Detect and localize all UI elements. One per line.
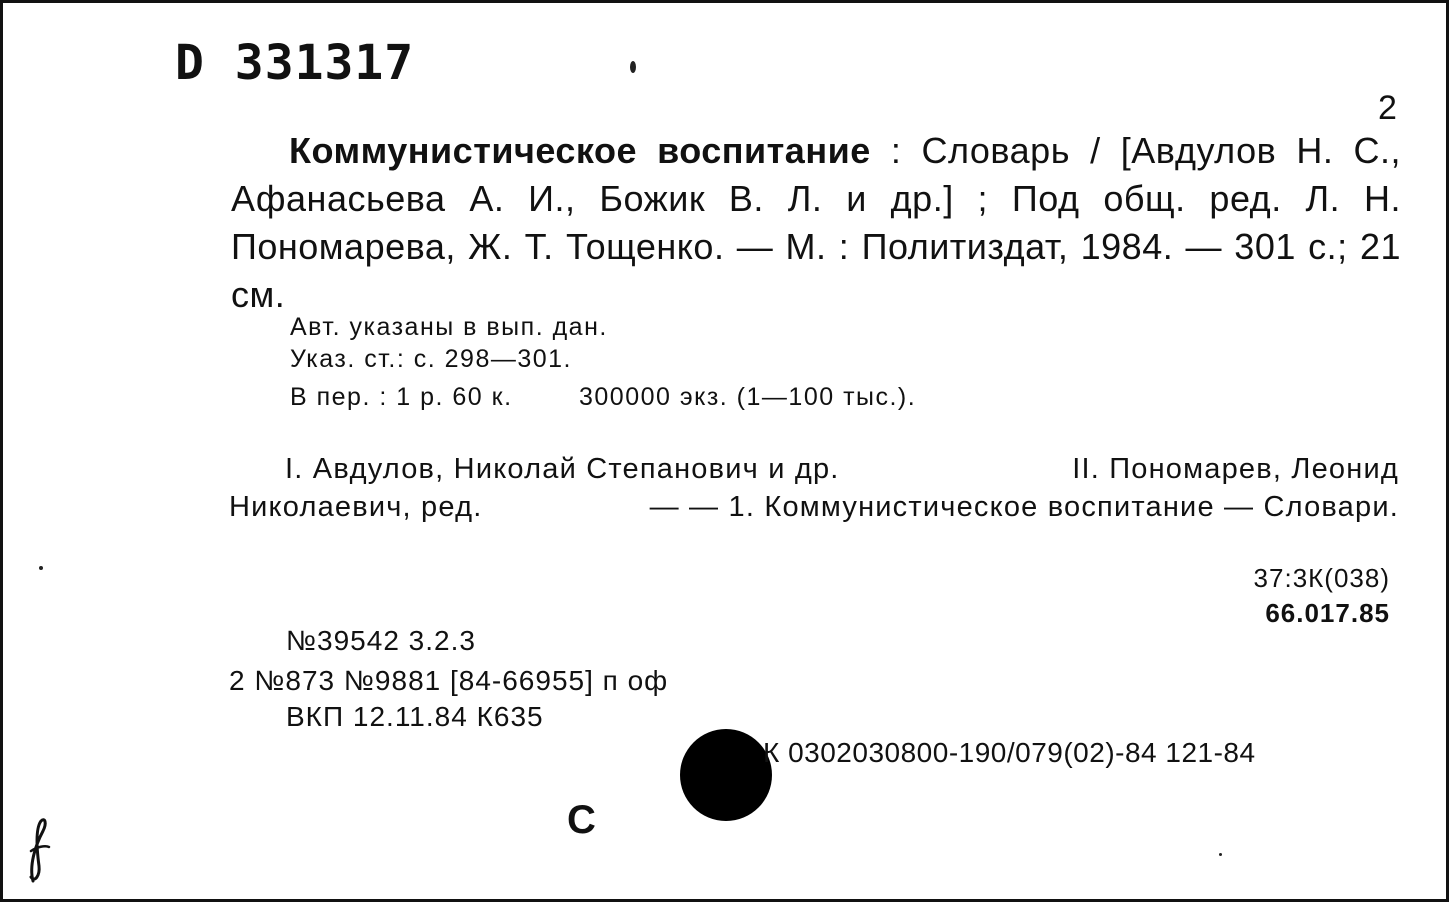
tracing-line-2 bbox=[229, 491, 1399, 524]
tracing-author: I. Авдулов, Николай Степанович и др. bbox=[285, 453, 840, 485]
authors-note: Авт. указаны в вып. дан. bbox=[290, 313, 608, 341]
filing-letter: С bbox=[567, 798, 596, 842]
entry-description: : Словарь / [Авдулов Н. С., Афанасьева А. И., Божик В. Л. и др.] ; Под общ. ред. Л. Н. Пономарева, Ж. Т. Тощенко. — М. : Политиздат, 1984. — 301 с.; 21 см. bbox=[231, 130, 1401, 315]
ink-speck bbox=[630, 61, 636, 73]
punch-hole bbox=[680, 729, 772, 821]
tracing-line-1 bbox=[285, 453, 1399, 486]
book-title: Коммунистическое воспитание bbox=[289, 130, 871, 171]
udc-index: 37:3К(038) bbox=[1253, 563, 1390, 593]
price-edition-note bbox=[290, 383, 916, 412]
copy-count: 2 bbox=[1378, 89, 1397, 127]
tracing-editor-cont: Николаевич, ред. bbox=[229, 491, 483, 523]
tracing-editor: II. Пономарев, Леонид bbox=[1072, 453, 1399, 485]
print-run: 300000 экз. (1—100 тыс.). bbox=[578, 383, 917, 411]
price: В пер. : 1 р. 60 к. bbox=[290, 383, 513, 411]
tracing-subject: — — 1. Коммунистическое воспитание — Словари. bbox=[649, 491, 1399, 523]
bibliographic-entry bbox=[231, 127, 1401, 319]
registration-line-2: 2 №873 №9881 [84-66955] п оф bbox=[229, 665, 669, 696]
ink-speck bbox=[39, 566, 43, 570]
card-number: D 331317 bbox=[175, 35, 415, 91]
registration-line-1: №39542 3.2.3 bbox=[286, 625, 476, 656]
index-note: Указ. ст.: с. 298—301. bbox=[290, 345, 572, 373]
catalog-code: К 0302030800-190/079(02)-84 121-84 bbox=[763, 737, 1256, 768]
bbk-index: 66.017.85 bbox=[1265, 598, 1390, 628]
ink-speck bbox=[1219, 853, 1222, 856]
registration-line-3: ВКП 12.11.84 К635 bbox=[286, 701, 544, 732]
handwritten-mark-icon bbox=[25, 811, 53, 891]
